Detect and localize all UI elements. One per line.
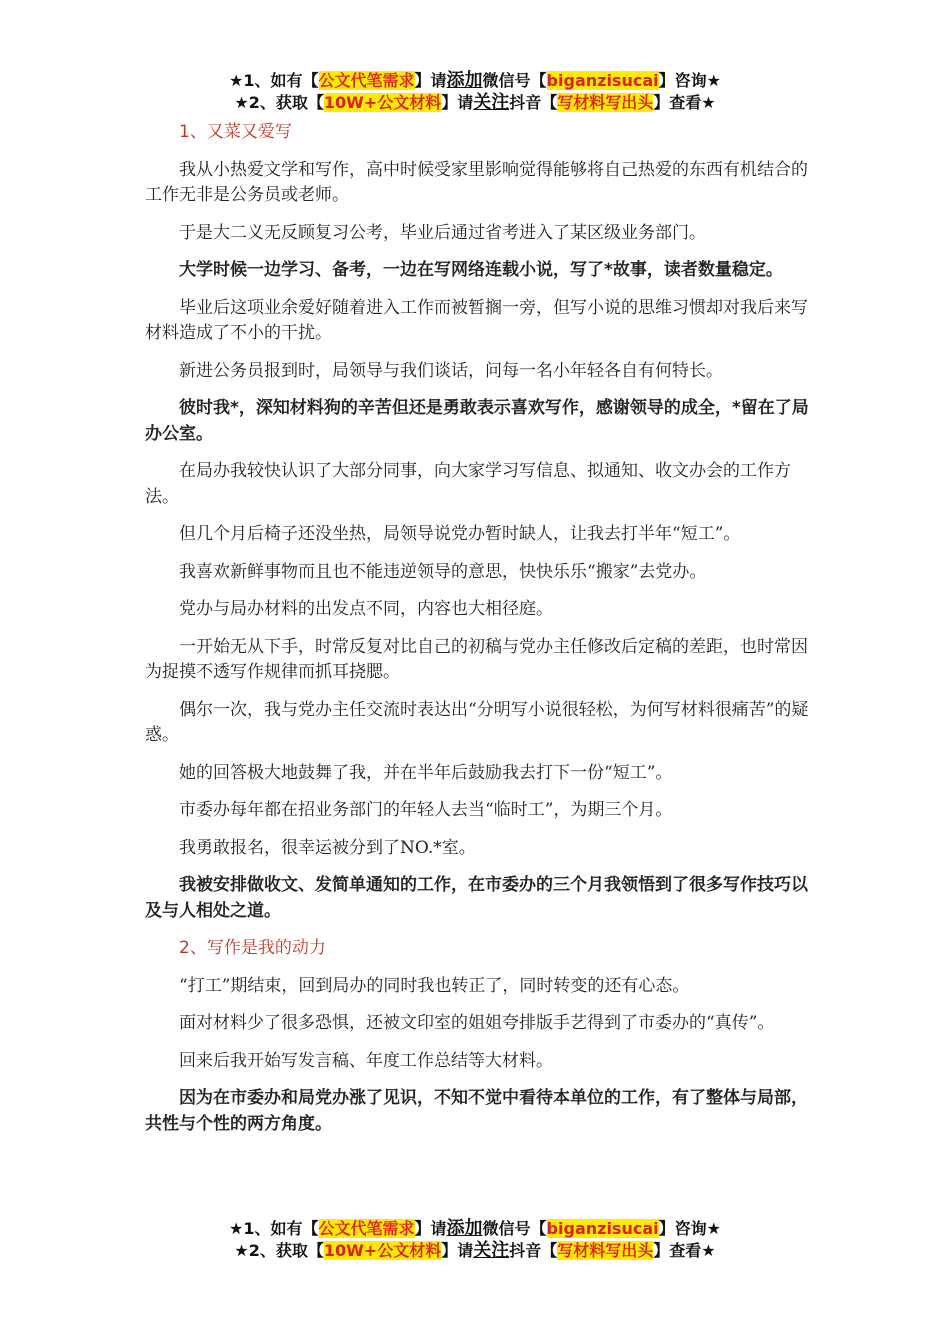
banner-text: 】查看★ [653,93,716,112]
paragraph: 在局办我较快认识了大部分同事，向大家学习写信息、拟通知、收文办会的工作方法。 [145,461,791,507]
banner-text: 抖音【 [509,93,558,112]
paragraph: 我从小热爱文学和写作，高中时候受家里影响觉得能够将自己热爱的东西有机结合的工作无非是公务员或老师。 [145,159,808,205]
banner-text: 】请 [414,1219,447,1238]
paragraph: 面对材料少了很多恐惧，还被文印室的姐姐夸排版手艺得到了市委办的“真传”。 [179,1013,775,1033]
banner-text: 】请 [441,93,474,112]
banner-text: ★1、如有【 [229,1219,319,1238]
paragraph: 她的回答极大地鼓舞了我，并在半年后鼓励我去打下一份“短工”。 [179,762,673,783]
paragraph: 市委办每年都在招业务部门的年轻人去当“临时工”，为期三个月。 [179,800,673,820]
banner-highlight: 10W+公文材料 [323,1241,442,1260]
banner-highlight: 10W+公文材料 [323,93,442,112]
banner-text: 抖音【 [509,1241,558,1260]
banner-line-2 [0,1240,950,1262]
banner-text: 】咨询★ [658,71,721,90]
banner-text: 】请 [441,1241,474,1260]
paragraph: 我勇敢报名，很幸运被分到了NO.*室。 [179,837,476,858]
section-heading: 1、又菜又爱写 [179,122,292,142]
section-heading: 2、写作是我的动力 [179,938,326,958]
article-body [145,120,810,1149]
bold-paragraph: 因为在市委办和局党办涨了见识，不知不觉中看待本单位的工作，有了整体与局部，共性与个性的两方角度。 [145,1088,808,1134]
banner-highlight: biganzisucai [546,1219,659,1238]
paragraph: “打工”期结束，回到局办的同时我也转正了，同时转变的还有心态。 [179,975,690,996]
banner-highlight: 写材料写出头 [557,1241,654,1260]
paragraph: 毕业后这项业余爱好随着进入工作而被暂搁一旁，但写小说的思维习惯却对我后来写材料造成了不小的干扰。 [145,297,808,343]
top-banner [0,70,950,114]
paragraph: 但几个月后椅子还没坐热，局领导说党办暂时缺人，让我去打半年“短工”。 [179,524,741,544]
paragraph: 于是大二义无反顾复习公考，毕业后通过省考进入了某区级业务部门。 [179,222,706,243]
paragraph: 一开始无从下手，时常反复对比自己的初稿与党办主任修改后定稿的差距，也时常因为捉摸不透写作规律而抓耳挠腮。 [145,636,808,682]
paragraph: 偶尔一次，我与党办主任交流时表达出“分明写小说很轻松，为何写材料很痛苦”的疑惑。 [145,699,809,745]
banner-text: 微信号【 [482,1219,547,1238]
banner-line-1 [0,70,950,92]
banner-text: ★1、如有【 [229,71,319,90]
banner-highlight: 公文代笔需求 [318,1219,415,1238]
bold-paragraph: 彼时我*，深知材料狗的辛苦但还是勇敢表示喜欢写作，感谢领导的成全，*留在了局办公室。 [145,398,809,444]
bold-paragraph: 大学时候一边学习、备考，一边在写网络连载小说，写了*故事，读者数量稳定。 [179,260,783,280]
banner-emphasis: 关注 [473,92,510,113]
banner-text: ★2、获取【 [234,1241,324,1260]
banner-text: 】咨询★ [658,1219,721,1238]
bottom-banner [0,1218,950,1262]
banner-line-2 [0,92,950,114]
paragraph: 回来后我开始写发言稿、年度工作总结等大材料。 [179,1050,553,1071]
paragraph: 党办与局办材料的出发点不同，内容也大相径庭。 [179,599,553,619]
banner-text: 微信号【 [482,71,547,90]
banner-emphasis: 关注 [473,1240,510,1261]
banner-line-1 [0,1218,950,1240]
banner-highlight: 写材料写出头 [557,93,654,112]
banner-emphasis: 添加 [446,70,483,91]
bold-paragraph: 我被安排做收文、发简单通知的工作，在市委办的三个月我领悟到了很多写作技巧以及与人相处之道。 [145,875,808,921]
banner-text: 】请 [414,71,447,90]
banner-highlight: biganzisucai [546,71,659,90]
banner-text: ★2、获取【 [234,93,324,112]
paragraph: 新进公务员报到时，局领导与我们谈话，问每一名小年轻各自有何特长。 [179,360,723,381]
banner-text: 】查看★ [653,1241,716,1260]
banner-emphasis: 添加 [446,1218,483,1239]
paragraph: 我喜欢新鲜事物而且也不能违逆领导的意思，快快乐乐“搬家”去党办。 [179,561,707,582]
banner-highlight: 公文代笔需求 [318,71,415,90]
